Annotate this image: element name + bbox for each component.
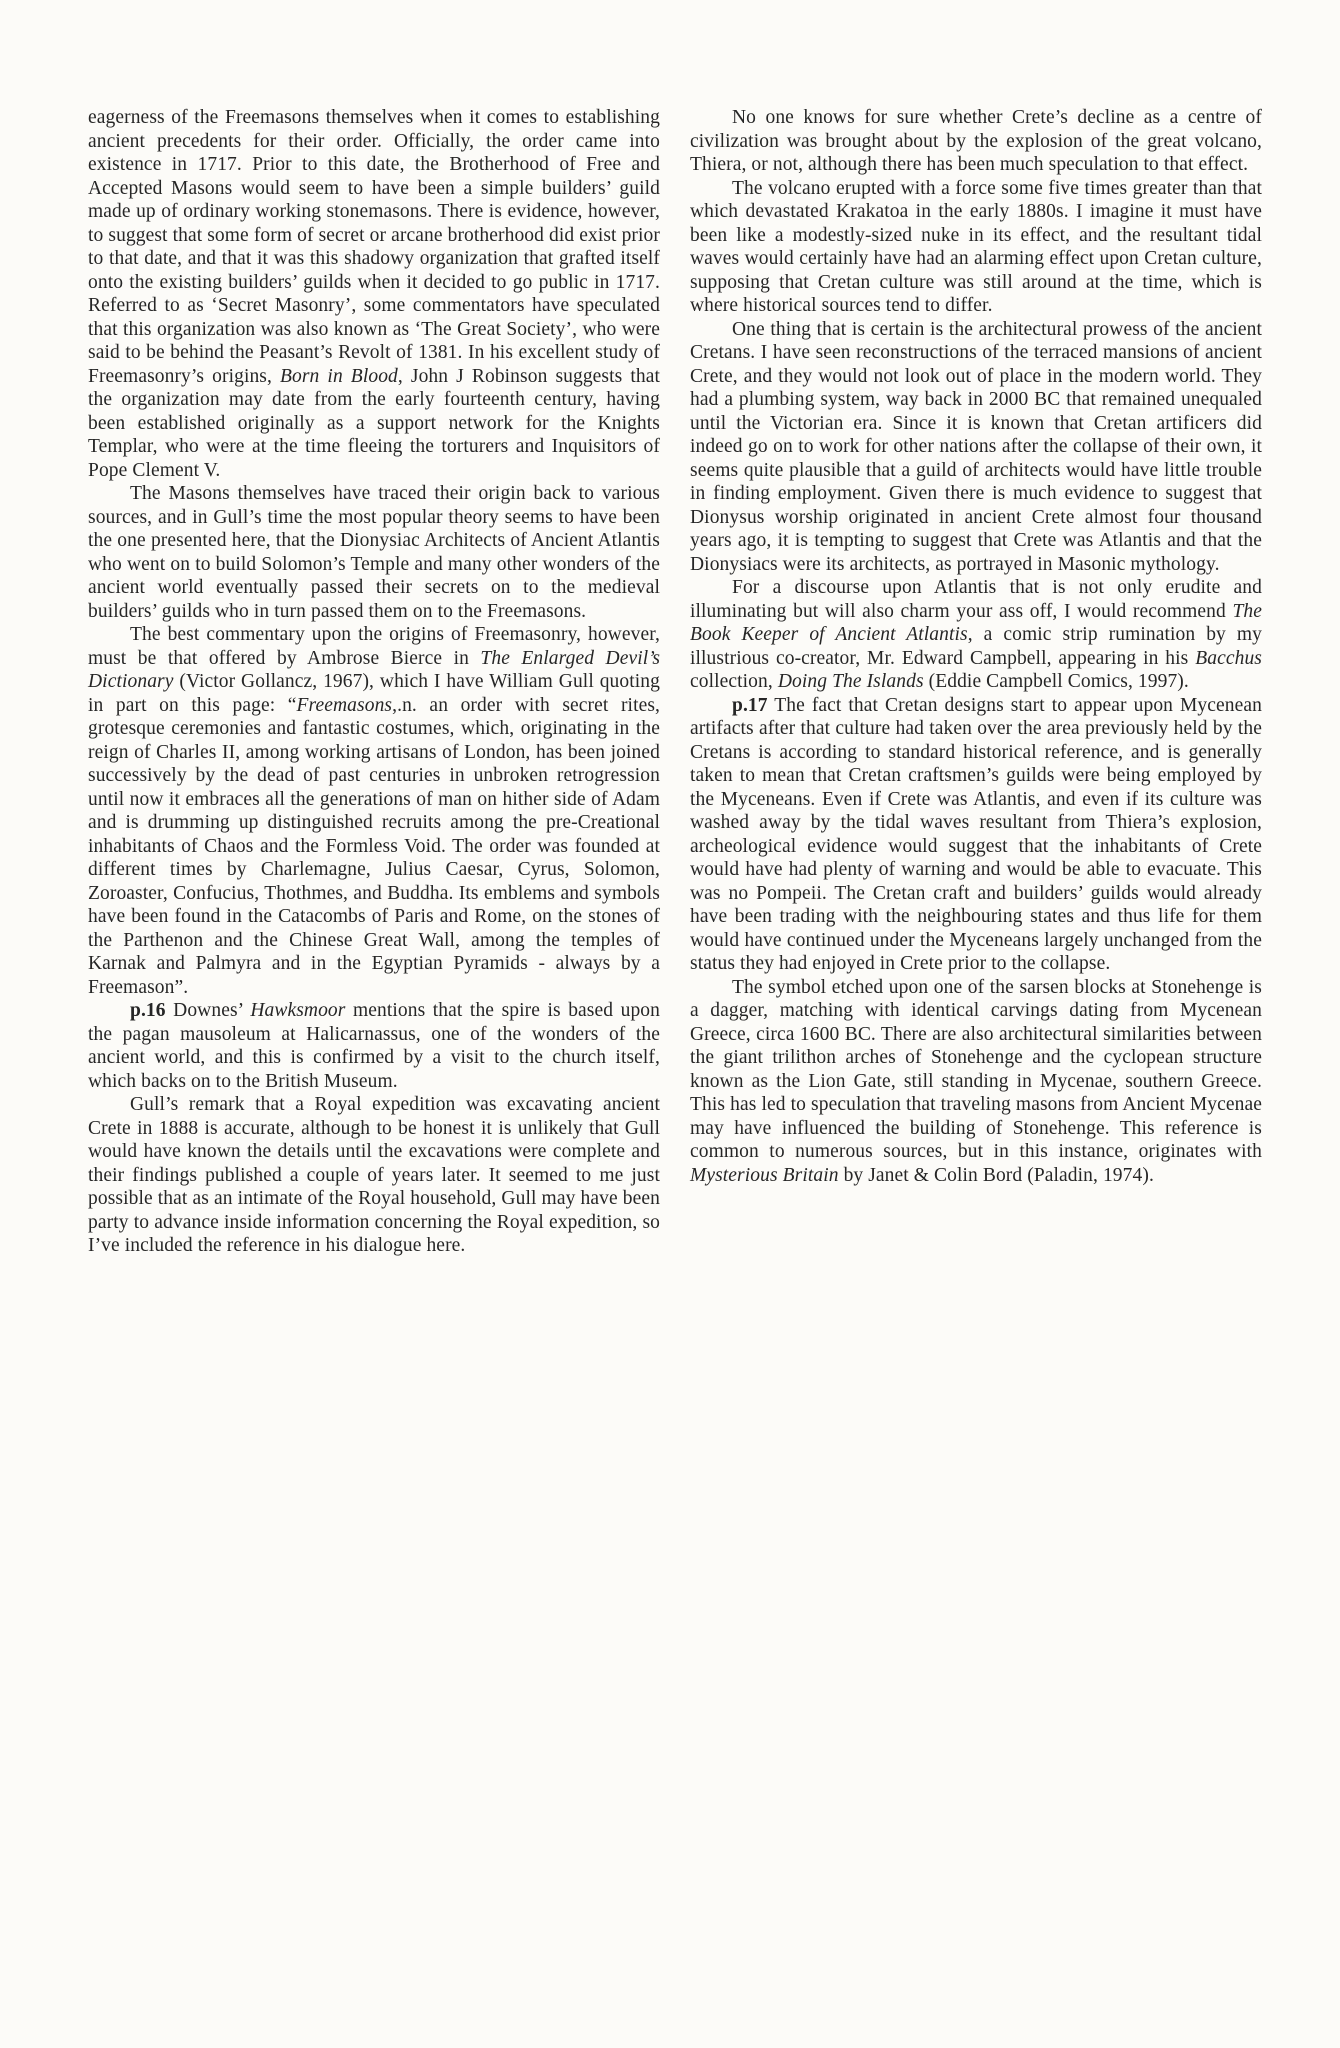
text-segment-b: p.16 (130, 1000, 166, 1021)
text-segment-i: Bacchus (1195, 647, 1262, 669)
text-segment: Downes’ (165, 1000, 251, 1021)
paragraph (88, 106, 660, 482)
paragraph (690, 694, 1262, 976)
text-segment-b: p.17 (732, 694, 768, 716)
text-segment-i: Born in Blood (280, 365, 398, 387)
text-segment: The best commentary upon the origins of Freemasonry, however, must be that offered by Ambrose Bierce in (88, 624, 660, 669)
text-segment: , a comic strip rumination by my illustrious co-creator, Mr. Edward Campbell, appearing in his (690, 624, 1262, 669)
text-segment: collection, (690, 671, 778, 692)
text-segment: For a discourse upon Atlantis that is not only erudite and illuminating but will also charm your ass off, I would recommend (690, 577, 1262, 622)
text-column-right (690, 106, 1262, 1258)
paragraph (88, 999, 660, 1093)
text-segment: The fact that Cretan designs start to appear upon Mycenean artifacts after that culture had taken over the area previously held by the Cretans is according to standard historical reference, and is generally taken to mean that Cretan craftsmen’s guilds were being employed by the Myceneans. Even if Crete was Atlantis, and even if its culture was washed away by the tidal waves resultant from Thiera’s explosion, archeological evidence would suggest that the inhabitants of Crete would have had plenty of warning and would be able to evacuate. This was no Pompeii. The Cretan craft and builders’ guilds would already have been trading with the neighbouring states and thus life for them would have continued under the Myceneans largely unchanged from the status they had enjoyed in Crete prior to the collapse. (690, 694, 1262, 974)
paragraph (88, 482, 660, 623)
paragraph (690, 177, 1262, 318)
text-segment: ,.n. an order with secret rites, grotesque ceremonies and fantastic costumes, which, originating in the reign of Charles II, among working artisans of London, has been joined successively by the dead of past centuries in unbroken retrogression until now it embraces all the generations of man on hither side of Adam and is drumming up distinguished recruits among the pre-Creational inhabitants of Chaos and the Formless Void. The order was founded at different times by Charlemagne, Julius Caesar, Cyrus, Solomon, Zoroaster, Confucius, Thothmes, and Buddha. Its emblems and symbols have been found in the Catacombs of Paris and Rome, on the stones of the Parthenon and the Chinese Great Wall, among the temples of Karnak and Palmyra and in the Egyptian Pyramids - always by a Freemason”. (88, 694, 660, 998)
text-segment: by Janet & Colin Bord (Paladin, 1974). (838, 1164, 1154, 1186)
paragraph (88, 1093, 660, 1258)
paragraph (690, 318, 1262, 577)
text-segment-i: Freemasons (296, 694, 393, 716)
text-segment: , John J Robinson suggests that the organization may date from the early fourteenth century, having been established originally as a support network for the Knights Templar, who were at the time fleeing the torturers and Inquisitors of Pope Clement V. (88, 365, 660, 481)
text-segment: mentions that the spire is based upon the pagan mausoleum at Halicarnassus, one of the wonders of the ancient world, and this is confirmed by a visit to the church itself, which backs on to the British Museum. (88, 1000, 661, 1092)
paragraph (690, 976, 1262, 1188)
text-segment-i: The Book Keeper of Ancient Atlantis (690, 600, 1262, 645)
text-segment-i: Hawksmoor (250, 1000, 346, 1021)
text-segment-i: The Enlarged Devil’s Dictionary (88, 647, 661, 692)
text-segment: eagerness of the Freemasons themselves when it comes to establishing ancient precedents for their order. Officially, the order came into existence in 1717. Prior to this date, the Brotherhood of Free and Accepted Masons would seem to have been a simple builders’ guild made up of ordinary working stonemasons. There is evidence, however, to suggest that some form of secret or arcane brotherhood did exist prior to that date, and that it was this shadowy organization that grafted itself onto the existing builders’ guilds when it decided to go public in 1717. Referred to as ‘Secret Masonry’, some commentators have speculated that this organization was also known as ‘The Great Society’, who were said to be behind the Peasant’s Revolt of 1381. In his excellent study of Freemasonry’s origins, (88, 107, 660, 387)
paragraph (690, 576, 1262, 694)
text-segment: No one knows for sure whether Crete’s decline as a centre of civilization was brought about by the explosion of the great volcano, Thiera, or not, although there has been much speculation to that effect. (690, 107, 1262, 175)
text-segment: The volcano erupted with a force some five times greater than that which devastated Krakatoa in the early 1880s. I imagine it must have been like a modestly-sized nuke in its effect, and the resultant tidal waves would certainly have had an alarming effect upon Cretan culture, supposing that Cretan culture was still around at the time, which is where historical sources tend to differ. (690, 177, 1262, 316)
text-segment: Gull’s remark that a Royal expedition was excavating ancient Crete in 1888 is accurate, although to be honest it is unlikely that Gull would have known the details until the excavations were complete and their findings published a couple of years later. It seemed to me just possible that as an intimate of the Royal household, Gull may have been party to advance inside information concerning the Royal expedition, so I’ve included the reference in his dialogue here. (88, 1094, 660, 1256)
text-segment: (Eddie Campbell Comics, 1997). (923, 671, 1189, 692)
text-segment: (Victor Gollancz, 1967), which I have William Gull quoting in part on this page: “ (88, 671, 660, 716)
paragraph (690, 106, 1262, 177)
text-segment-i: Mysterious Britain (690, 1164, 839, 1186)
paragraph (88, 623, 660, 999)
text-segment: The Masons themselves have traced their origin back to various sources, and in Gull’s time the most popular theory seems to have been the one presented here, that the Dionysiac Architects of Ancient Atlantis who went on to build Solomon’s Temple and many other wonders of the ancient world eventually passed their secrets on to the medieval builders’ guilds who in turn passed them on to the Freemasons. (88, 483, 660, 622)
text-segment-i: Doing The Islands (777, 671, 924, 692)
text-segment: The symbol etched upon one of the sarsen blocks at Stonehenge is a dagger, matching with identical carvings dating from Mycenean Greece, circa 1600 BC. There are also architectural similarities between the giant trilithon arches of Stonehenge and the cyclopean structure known as the Lion Gate, still standing in Mycenae, southern Greece. This has led to speculation that traveling masons from Ancient Mycenae may have influenced the building of Stonehenge. This reference is common to numerous sources, but in this instance, originates with (690, 976, 1262, 1162)
text-column-left (88, 106, 660, 1258)
text-segment: One thing that is certain is the architectural prowess of the ancient Cretans. I have seen reconstructions of the terraced mansions of ancient Crete, and they would not look out of place in the modern world. They had a plumbing system, way back in 2000 BC that remained unequaled until the Victorian era. Since it is known that Cretan artificers did indeed go on to work for other nations after the collapse of their own, it seems quite plausible that a guild of architects would have little trouble in finding employment. Given there is much evidence to suggest that Dionysus worship originated in ancient Crete almost four thousand years ago, it is tempting to suggest that Crete was Atlantis and that the Dionysiacs were its architects, as portrayed in Masonic mythology. (690, 318, 1262, 575)
